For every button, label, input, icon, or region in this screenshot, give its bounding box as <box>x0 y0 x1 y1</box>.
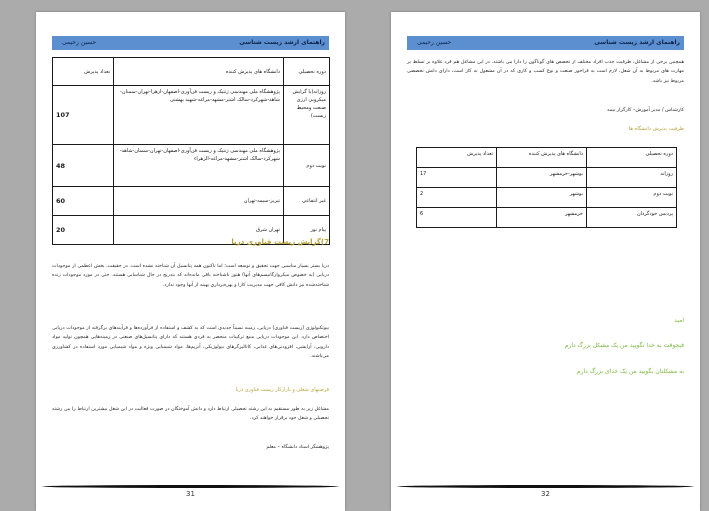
page-header <box>407 36 684 50</box>
table-cell-count: 6 <box>417 208 497 228</box>
paragraph-biotech: بیوتکنولوژی (زیست فناوری) دریایی، زمینه نسبتاً جدیدی است که به کشف و استفاده از فرآورده‌ها و فرآیندهای برگرفته از موجودات دریایی اختصاص دارد. این موجودات دریایی منبع ترکیبات منحصر به فردی هستند که دارای پتانسیل‌های صنعتی در زمینه‌هایی همچون تولید مواد دارویی، آرایشی، افزودنی‌های غذایی، کاتالیزگرهای بیولوژیکی، آنزیم‌ها، مواد شیمیایی ویژه و مواد شیمیایی مورد استفاده در کشاورزی می‌باشند. <box>52 326 329 359</box>
table-cell-universities: تبریز-سیمه-تهران <box>114 187 284 216</box>
page-header <box>52 36 329 50</box>
table-cell-count: 20 <box>53 216 114 245</box>
page-number: 31 <box>186 490 195 498</box>
table-row <box>417 168 677 188</box>
hope-line: فیچوقت به خدا نگویید من یک مشکل بزرگ دارم <box>564 342 684 349</box>
admission-table <box>416 147 677 228</box>
paragraph-jobs: مشاغل زیر به طور مستقیم به این رشته تحصیلی ارتباط دارد و دانش آموختگان در صورت فعالیت در این شغل بیشترین ارتباط را بین رشته تحصیلی و شغل خود برقرار خواهند کرد. <box>52 407 329 422</box>
footer-rule <box>397 485 694 488</box>
table-row <box>417 188 677 208</box>
table-cell-count: 107 <box>53 86 114 145</box>
section-subheading: ظرفیت پذیرش دانشگاه ها <box>628 126 684 132</box>
admission-table <box>52 57 330 245</box>
header-title: راهنمای ارشد زیست شناسی <box>239 39 325 46</box>
footer-rule <box>42 485 339 488</box>
header-author: حسین رحیمی <box>417 39 452 46</box>
table-row <box>53 86 330 145</box>
hope-title: امید <box>674 317 684 324</box>
page-number: 32 <box>541 490 550 498</box>
table-cell-universities: تهران شرق <box>114 216 284 245</box>
table-cell-count: 2 <box>417 188 497 208</box>
table-cell-program: غیر انتفاعی <box>284 187 330 216</box>
paragraph-careers: همچنین برخی از مشاغل، ظرفیت جذب افراد مختلف از تخصص های گوناگون را دارا می باشند. در این مشاغل هم فرد علاوه بر تسلط بر مهارت های مربوط به آن شغل، لازم است به فراخور صنعت و نوع کسب و کاری که در آن مشغول به کار است، دارای دانش تخصصی مربوط نیز باشد. <box>407 60 684 84</box>
table-cell-universities: پژوهشگاه ملی مهندسی ژنتیک و زیست فن‌آوری-اصفهان-تهران-سمنان-شاهد-شهرکرد-سالک اشتر-مشهد-مراغه-الزهراء <box>114 145 284 187</box>
section-heading: 7)گرایش زیست فناوری دریا <box>231 238 329 246</box>
table-header-row <box>417 148 677 168</box>
table-header-cell: تعداد پذیرش <box>53 58 114 86</box>
table-cell-universities: خرمشهر <box>497 208 587 228</box>
table-row <box>53 145 330 187</box>
hope-line: به مشکلتان بگویید من یک خدای بزرگ دارم <box>576 368 684 375</box>
paragraph-intro: دریا بستر بسیار مناسبی جهت تحقیق و توسعه است؛ اما تاکنون همه پتانسیل آن شناخته نشده است. در حقیقت، بخش اعظمی از موجودات دریایی (به خصوص میکروارگانیسم‌های آنها) هنوز ناشناخته باقی مانده‌اند که بتدریج در حال شناسایی هستند. حتی در مورد موجودات زنده شناخته‌شده نیز دانش کافی جهت مدیریت کارا و بهره‌برداری بهینه از آنها وجود ندارد. <box>52 264 329 288</box>
table-header-cell: تعداد پذیرش <box>417 148 497 168</box>
table-header-cell: دوره تحصیلی <box>284 58 330 86</box>
table-row <box>417 208 677 228</box>
table-cell-program: روزانه <box>587 168 677 188</box>
page-31 <box>36 12 345 511</box>
page-32 <box>391 12 700 511</box>
table-cell-program: پیام نور <box>284 216 330 245</box>
table-cell-program: پردیس خودگردان <box>587 208 677 228</box>
table-header-row <box>53 58 330 86</box>
table-cell-universities: بوشهر <box>497 188 587 208</box>
jobs-list: کارشناس / مدیر آموزش– کارگزار بیمه <box>607 108 684 113</box>
jobs-list: پژوهشگر استاد دانشگاه – معلم <box>266 445 329 450</box>
table-cell-count: 17 <box>417 168 497 188</box>
table-cell-universities: بوشهر-خرمشهر <box>497 168 587 188</box>
table-cell-universities: پژوهشگاه ملی مهندسی ژنتیک و زیست فن‌آوری-اصفهان-ازهرا-تهران-سمنان-شاهد-شهرکرد-سالک اشتر-مشهد-مراغه-شهید بهشتی <box>114 86 284 145</box>
table-cell-program: روزانه(با گرایش میکروبی ارزی صنعت ومحیط زیست) <box>284 86 330 145</box>
header-title: راهنمای ارشد زیست شناسی <box>594 39 680 46</box>
table-header-cell: دوره تحصیلی <box>587 148 677 168</box>
section-subheading: فرصتهای شغلی و بازارکار زیست فناوری دریا <box>235 387 329 393</box>
header-author: حسین رحیمی <box>62 39 97 46</box>
table-cell-program: نوبت دوم <box>587 188 677 208</box>
table-cell-count: 48 <box>53 145 114 187</box>
table-cell-program: نوبت دوم <box>284 145 330 187</box>
table-header-cell: دانشگاه های پذیرش کننده <box>497 148 587 168</box>
table-header-cell: دانشگاه های پذیرش کننده <box>114 58 284 86</box>
table-row <box>53 187 330 216</box>
table-cell-count: 60 <box>53 187 114 216</box>
